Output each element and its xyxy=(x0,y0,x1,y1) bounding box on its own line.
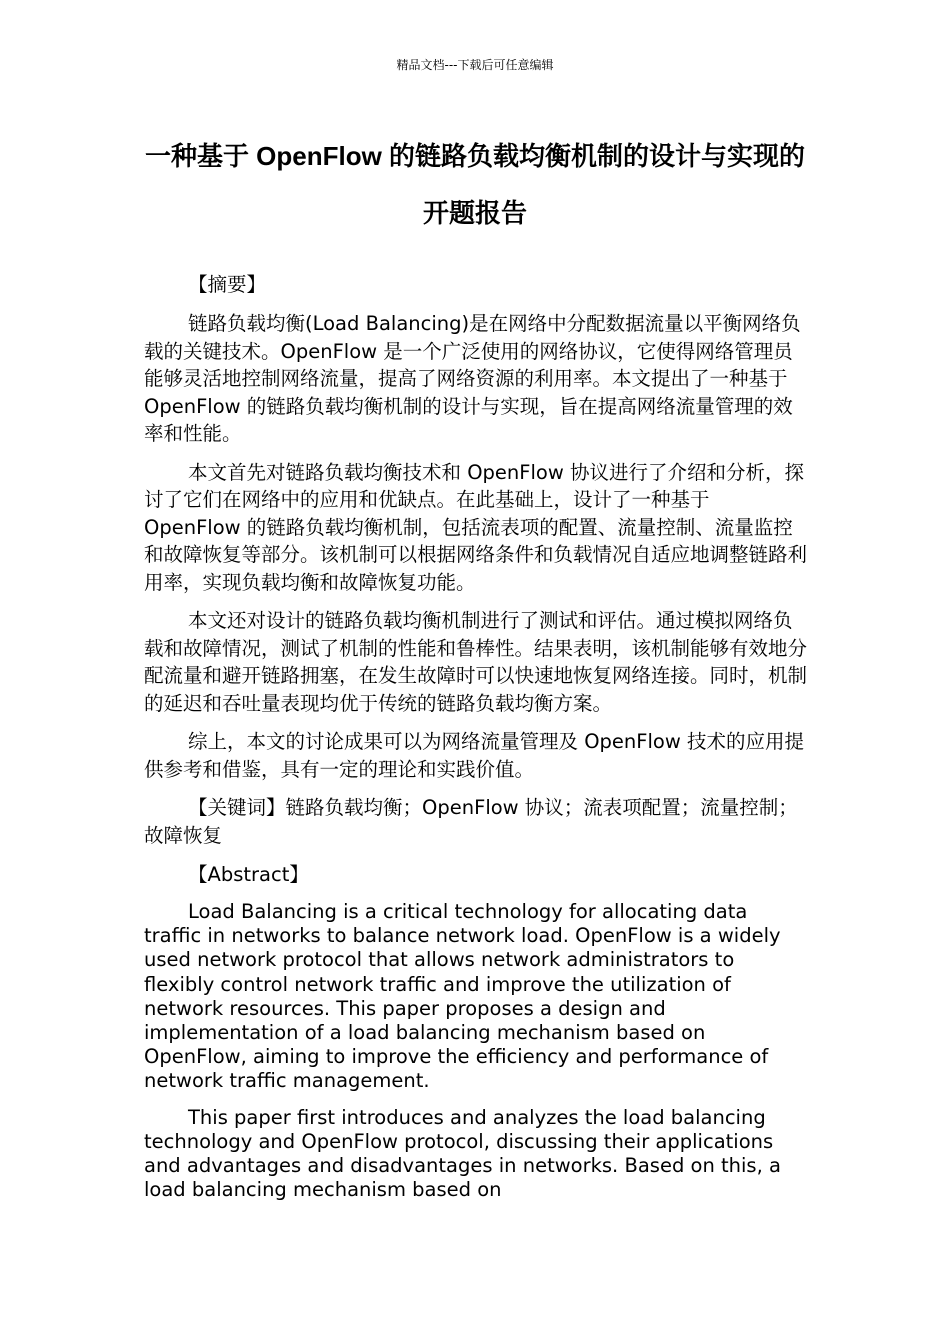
keywords-label: 【关键词】 xyxy=(188,796,286,819)
keywords-text: 链路负载均衡；OpenFlow 协议；流表项配置；流量控制；故障恢复 xyxy=(144,796,798,847)
abstract-cn-paragraph-4: 综上，本文的讨论成果可以为网络流量管理及 OpenFlow 技术的应用提供参考和借鉴，具有一定的理论和实践价值。 xyxy=(144,730,804,781)
document-body xyxy=(144,270,808,1214)
abstract-cn-paragraph-3: 本文还对设计的链路负载均衡机制进行了测试和评估。通过模拟网络负载和故障情况，测试了机制的性能和鲁棒性。结果表明，该机制能够有效地分配流量和避开链路拥塞，在发生故障时可以快速地恢复网络连接。同时，机制的延迟和吞吐量表现均优于传统的链路负载均衡方案。 xyxy=(144,609,808,715)
abstract-en-paragraph-1: Load Balancing is a critical technology for allocating data traffic in networks to balance network load. OpenFlow is a widely used network protocol that allows network administrators to flexibly control network traffic and improve the utilization of network resources. This paper proposes a design and implementation of a load balancing mechanism based on OpenFlow, aiming to improve the efficiency and performance of network traffic management. xyxy=(144,900,781,1093)
abstract-en-heading: 【Abstract】 xyxy=(188,863,309,886)
abstract-cn-heading: 【摘要】 xyxy=(188,273,267,296)
page-header: 精品文档---下载后可任意编辑 xyxy=(396,58,554,72)
keywords-paragraph xyxy=(144,794,808,849)
document-title: 一种基于 OpenFlow 的链路负载均衡机制的设计与实现的开题报告 xyxy=(144,141,806,228)
abstract-cn-paragraph-1: 链路负载均衡(Load Balancing)是在网络中分配数据流量以平衡网络负载的关键技术。OpenFlow 是一个广泛使用的网络协议，它使得网络管理员能够灵活地控制网络流量，提高了网络资源的利用率。本文提出了一种基于 OpenFlow 的链路负载均衡机制的设计与实现，旨在提高网络流量管理的效率和性能。 xyxy=(144,312,801,445)
abstract-cn-paragraph-2: 本文首先对链路负载均衡技术和 OpenFlow 协议进行了介绍和分析，探讨了它们在网络中的应用和优缺点。在此基础上，设计了一种基于 OpenFlow 的链路负载均衡机制，包括流表项的配置、流量控制、流量监控和故障恢复等部分。该机制可以根据网络条件和负载情况自适应地调整链路利用率，实现负载均衡和故障恢复功能。 xyxy=(144,460,808,594)
abstract-en-paragraph-2: This paper first introduces and analyzes the load balancing technology and OpenFlow protocol, discussing their applications and advantages and disadvantages in networks. Based on this, a load balancing mechanism based on xyxy=(144,1105,781,1202)
